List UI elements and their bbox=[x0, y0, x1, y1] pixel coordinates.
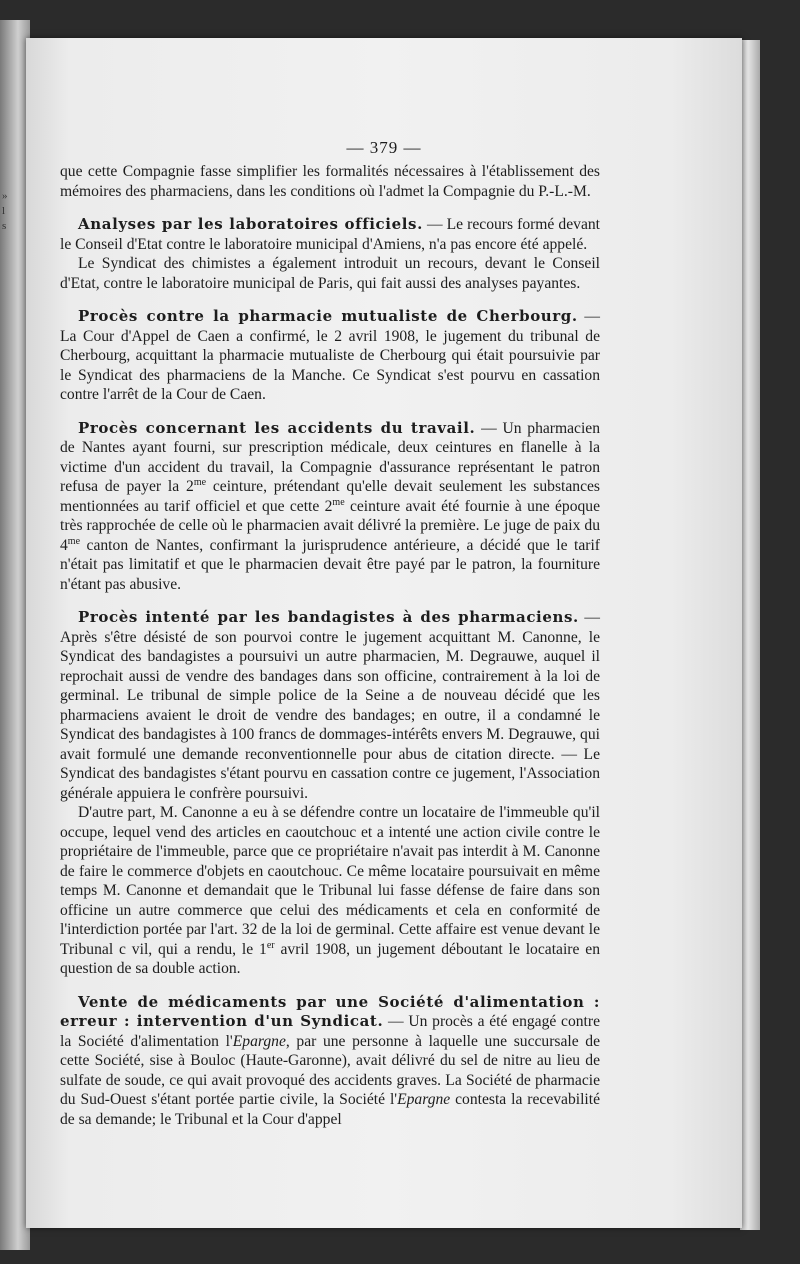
section-heading: Procès intenté par les bandagistes à des pharmaciens. bbox=[78, 608, 579, 626]
paragraph-text: contesta la recevabilité de sa demande; le Tribunal et la Cour d'appel bbox=[60, 1091, 601, 1128]
italic-name: Epargne bbox=[232, 1032, 286, 1050]
page-stack-edge bbox=[740, 40, 760, 1230]
paragraph-text: — Un pharmacien de Nantes ayant fourni, sur prescription médicale, deux ceintures en flanelle à la victime d'un accident du travail, la Compagnie d'assurance représentant le patron refusa de payer la 2 bbox=[60, 419, 601, 495]
section-heading: Vente de médicaments par une Société d'alimentation : erreur : intervention d'un Syndicat. bbox=[60, 992, 600, 1030]
paragraph-analyses bbox=[60, 215, 600, 254]
paragraph-intro bbox=[60, 162, 600, 201]
paragraph-text: que cette Compagnie fasse simplifier les formalités nécessaires à l'établissement des mémoires des pharmaciens, dans les conditions où l'admet la Compagnie du P.-L.-M. bbox=[60, 163, 600, 200]
paragraph-cherbourg bbox=[60, 307, 600, 405]
paragraph-text: avril 1908, un jugement déboutant le locataire en question de sa double action. bbox=[60, 940, 600, 977]
superscript: me bbox=[67, 535, 81, 547]
superscript: me bbox=[332, 496, 345, 508]
paragraph-bandagistes bbox=[60, 608, 600, 803]
page-text bbox=[60, 162, 600, 1129]
section-heading: Procès contre la pharmacie mutualiste de Cherbourg. bbox=[78, 307, 578, 325]
edge-char: s bbox=[2, 220, 7, 232]
paragraph-text: Le Syndicat des chimistes a également introduit un recours, devant le Conseil d'Etat, contre le laboratoire municipal de Paris, qui fait aussi des analyses payantes. bbox=[60, 255, 600, 292]
page-number: — 379 — bbox=[346, 138, 422, 157]
paragraph-text: canton de Nantes, confirmant la jurisprudence antérieure, a décidé que le tarif n'était pas limitatif et que le pharmacien devait être payé par le patron, la fourniture n'étant pas abusive. bbox=[60, 536, 600, 593]
paragraph-text: — La Cour d'Appel de Caen a confirmé, le 2 avril 1908, le jugement du tribunal de Cherbourg, acquittant la pharmacie mutualiste de Cherbourg qui était poursuivie par le Syndicat des pharmaciens de la Manche. Ce Syndicat s'est pourvu en cassation contre l'arrêt de la Cour de Caen. bbox=[60, 308, 600, 403]
paragraph-canonne bbox=[60, 803, 600, 979]
paragraph-text: — Après s'être désisté de son pourvoi contre le jugement acquittant M. Canonne, le Syndicat des bandagistes a poursuivi un autre pharmacien, M. Degrauwe, auquel il reprochait aussi de vendre des bandages dans son officine, contrairement à la loi de germinal. Le tribunal de simple police de la Seine a de nouveau décidé que les pharmaciens avaient le droit de vendre des bandages; en outre, il a condamné le Syndicat des bandagistes à 100 francs de dommages-intérêts envers M. Degrauwe, qui avait formulé une demande reconventionnelle pour abus de citation directe. — Le Syndicat des bandagistes s'étant pourvu en cassation contre ce jugement, l'Association générale appuiera le confrère poursuivi. bbox=[60, 609, 600, 802]
italic-name: Epargne bbox=[397, 1091, 451, 1108]
paragraph-text: D'autre part, M. Canonne a eu à se défendre contre un locataire de l'immeuble qu'il occupe, lequel vend des articles en caoutchouc et a intenté une action civile contre le propriétaire de l'immeuble, parce que ce propriétaire n'avait pas interdit à M. Canonne de faire le commerce d'objets en caoutchouc. Ce même locataire poursuivait en même temps M. Canonne et demandait que le Tribunal lui fasse défense de faire dans son officine un autre commerce que celui des médicaments et cela en conformité de l'interdiction portée par l'art. 32 de la loi de germinal. Cette affaire est venue devant le Tribunal c vil, qui a rendu, le 1 bbox=[60, 804, 600, 958]
paragraph-epargne bbox=[60, 993, 600, 1130]
paragraph-accidents bbox=[60, 419, 600, 595]
section-heading: Procès concernant les accidents du travail. bbox=[78, 418, 476, 437]
book-page bbox=[26, 38, 742, 1228]
superscript: er bbox=[266, 939, 275, 951]
edge-char: » bbox=[2, 190, 8, 202]
paragraph-text: — Le recours formé devant le Conseil d'Etat contre le laboratoire municipal d'Amiens, n'a pas encore été appelé. bbox=[60, 216, 600, 253]
edge-char: l bbox=[2, 205, 6, 217]
paragraph-text: , par une personne à laquelle une succursale de cette Société, sise à Bouloc (Haute-Garonne), avait délivré du sel de nitre au lieu de sulfate de soude, ce qui avait provoqué des accidents graves. La Société de pharmacie du Sud-Ouest s'étant portée partie civile, la Société l' bbox=[60, 1032, 600, 1108]
superscript: me bbox=[193, 476, 207, 488]
paragraph-chimistes bbox=[60, 254, 600, 293]
paragraph-text: ceinture, prétendant qu'elle devait seulement les substances mentionnées au tarif officiel et que cette 2 bbox=[60, 478, 600, 515]
paragraph-text: ceinture avait été fournie à une époque très rapprochée de celle où le pharmacien avait délivré la première. Le juge de paix du 4 bbox=[60, 497, 601, 554]
section-heading: Analyses par les laboratoires officiels. bbox=[78, 215, 423, 233]
paragraph-text: — Un procès a été engagé contre la Société d'alimentation l' bbox=[60, 1013, 600, 1050]
